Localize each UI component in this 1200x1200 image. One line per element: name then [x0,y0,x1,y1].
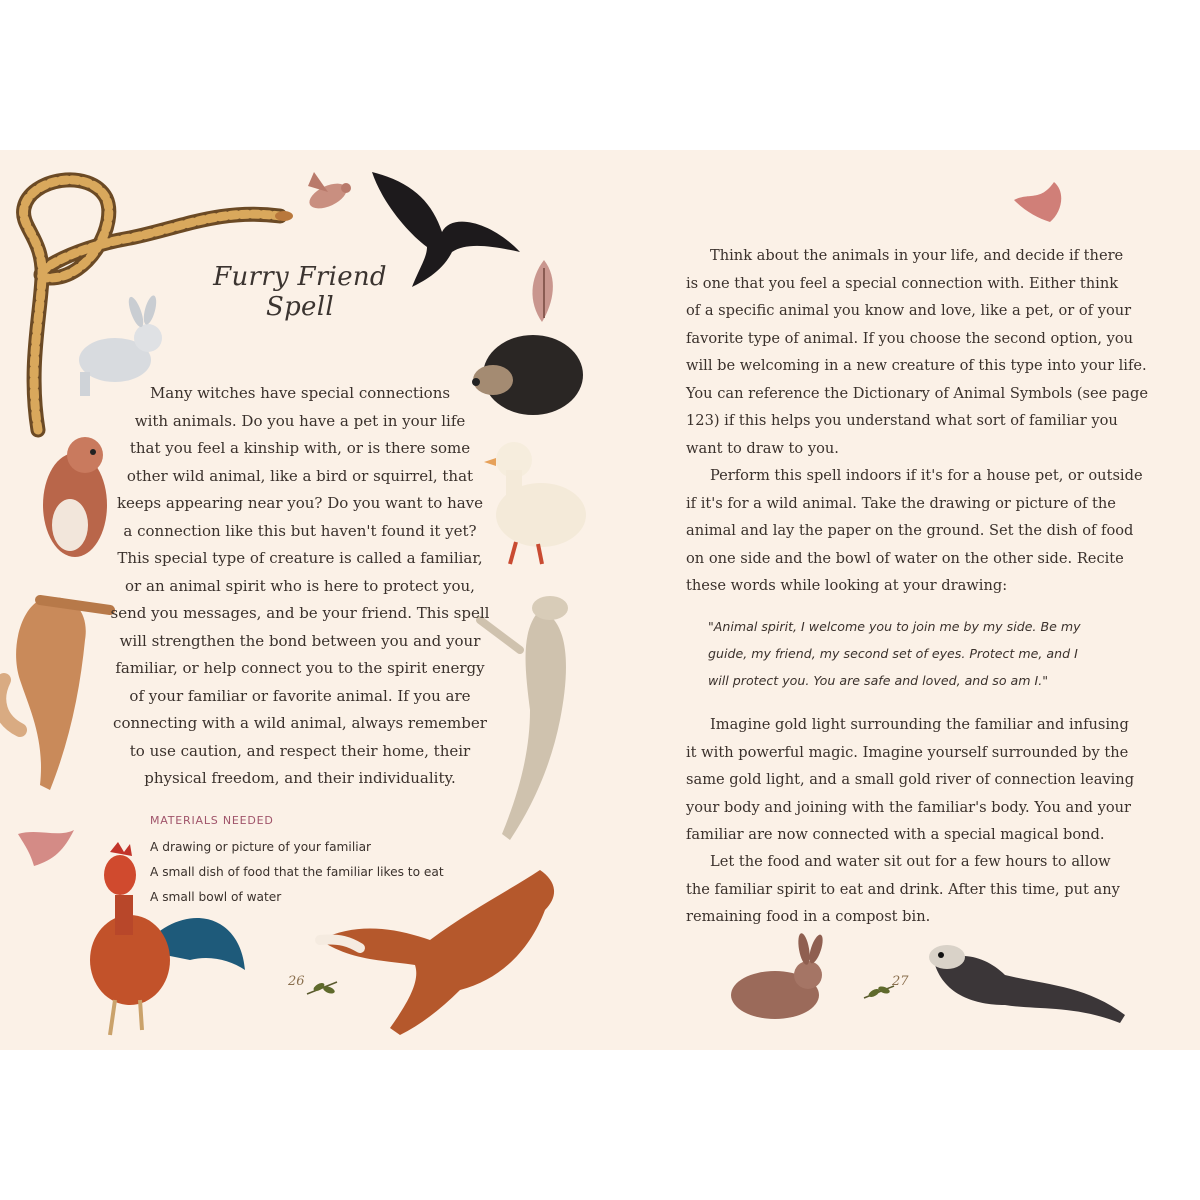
intro-line: This special type of creature is called a familiar, [117,549,483,567]
body-line: favorite type of animal. If you choose the second option, you [686,329,1134,347]
intro-line: keeps appearing near you? Do you want to have [116,494,484,512]
incantation-quote [708,613,1108,694]
left-page [0,150,600,1050]
ferret-illustration [925,935,1140,1035]
body-line: your body and joining with the familiar's body. You and your [686,798,1131,816]
leaf-sprig-icon [862,982,896,1002]
intro-line: of your familiar or favorite animal. If you are [129,686,471,705]
intro-line: Many witches have special connections [149,384,451,402]
cat-illustration [0,580,120,810]
leaf-sprig-icon [305,978,339,998]
intro-line: physical freedom, and their individuality. [144,769,456,787]
greyhound-illustration [480,590,600,850]
spell-title: Furry Friend Spell [213,262,387,322]
paragraph-2 [686,462,1143,600]
intro-line: familiar, or help connect you to the spirit energy [115,659,485,677]
intro-line: to use caution, and respect their home, their [129,741,471,760]
quote-line: "Animal spirit, I welcome you to join me by my side. Be my [708,619,1081,634]
body-line: on one side and the bowl of water on the other side. Recite [686,549,1124,567]
body-line: animal and lay the paper on the ground. Set the dish of food [686,522,1134,539]
duck-illustration [486,430,596,570]
body-line: if it's for a wild animal. Take the drawing or picture of the [686,494,1116,512]
paragraph-1 [686,242,1148,462]
quote-line: will protect you. You are safe and loved, and so am I." [708,673,1049,688]
intro-line: connecting with a wild animal, always remember [113,714,487,732]
brown-rabbit-illustration [720,935,835,1030]
body-line: it with powerful magic. Imagine yourself surrounded by the [686,743,1129,761]
page-number-right: 27 [892,974,909,989]
body-line: 123) if this helps you understand what sort of familiar you [686,412,1118,429]
body-line: Perform this spell indoors if it's for a house pet, or outside [710,467,1143,484]
body-line: You can reference the Dictionary of Animal Symbols (see page [686,384,1148,402]
body-line: will be welcoming in a new creature of this type into your life. [686,357,1147,374]
body-line: the familiar spirit to eat and drink. After this time, put any [686,880,1120,898]
material-item: A small bowl of water [150,890,282,904]
body-line: these words while looking at your drawing: [686,577,1008,594]
body-line: remaining food in a compost bin. [686,908,931,925]
intro-line: with animals. Do you have a pet in your life [134,411,466,430]
materials-list [150,814,470,910]
page-number-left: 26 [288,974,305,989]
body-line: Let the food and water sit out for a few hours to allow [710,853,1111,870]
body-line: of a specific animal you know and love, like a pet, or of your [686,302,1132,319]
sparrow-illustration [300,168,360,218]
body-line: Imagine gold light surrounding the familiar and infusing [710,716,1129,733]
intro-paragraph [110,380,490,793]
intro-line: or an animal spirit who is here to protect you, [125,576,475,595]
intro-line: that you feel a kinship with, or is there some [129,439,471,457]
intro-line: other wild animal, like a bird or squirrel, that [126,466,474,485]
book-spread [0,150,1200,1050]
material-item: A small dish of food that the familiar likes to eat [150,865,444,879]
intro-line: a connection like this but haven't found it yet? [123,521,477,540]
body-line: familiar are now connected with a special magical bond. [686,826,1105,843]
intro-line: will strengthen the bond between you and your [119,631,481,650]
materials-heading: MATERIALS NEEDED [150,814,274,827]
moth-illustration-2 [14,826,78,870]
hamster-illustration [30,430,120,570]
intro-line: send you messages, and be your friend. This spell [110,604,490,622]
moth-illustration [524,258,564,328]
right-page [600,150,1200,1050]
body-line: same gold light, and a small gold river of connection leaving [686,771,1135,788]
body-line: is one that you feel a special connection with. Either think [686,274,1119,292]
body-line: Think about the animals in your life, and decide if there [710,247,1124,264]
body-line: want to draw to you. [686,439,839,457]
quote-line: guide, my friend, my second set of eyes. Protect me, and I [708,646,1078,661]
paragraph-4 [686,848,1126,931]
material-item: A drawing or picture of your familiar [150,840,372,854]
paragraph-3 [686,711,1135,849]
moth-illustration-3 [1010,172,1070,228]
